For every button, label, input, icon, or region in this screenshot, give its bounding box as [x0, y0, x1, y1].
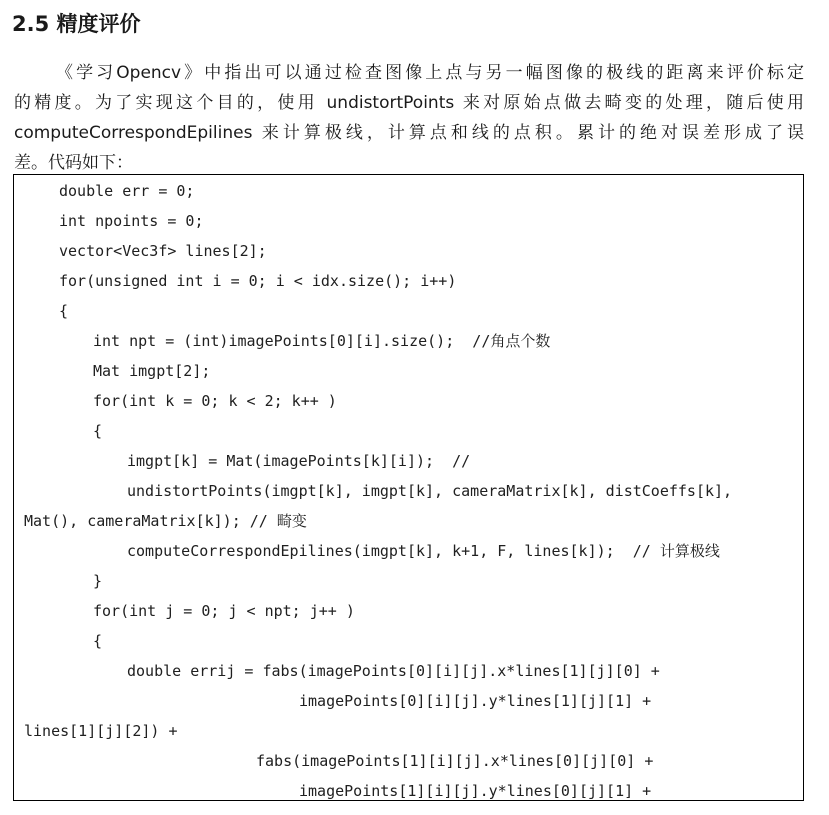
code-line: Mat(), cameraMatrix[k]); // 畸变	[24, 512, 307, 530]
paragraph-line: 差。代码如下：	[14, 153, 133, 173]
code-line: Mat imgpt[2];	[93, 362, 211, 380]
paragraph-line: 《学习Opencv》中指出可以通过检查图像上点与另一幅图像的极线的距离来评价标定	[56, 63, 804, 83]
paragraph-line: 的精度。为了实现这个目的，使用 undistortPoints 来对原始点做去畸变的处理，随后使用	[14, 93, 804, 113]
code-block	[13, 174, 804, 801]
code-line: double err = 0;	[59, 182, 195, 200]
code-line: vector<Vec3f> lines[2];	[59, 242, 267, 260]
paragraph-line: computeCorrespondEpilines 来计算极线，计算点和线的点积。累计的绝对误差形成了误	[14, 123, 804, 143]
code-line: {	[93, 632, 103, 650]
code-line: for(unsigned int i = 0; i < idx.size(); i++)	[59, 272, 457, 290]
code-line: imgpt[k] = Mat(imagePoints[k][i]); //	[127, 452, 471, 470]
code-line: double errij = fabs(imagePoints[0][i][j].x*lines[1][j][0] +	[127, 662, 660, 680]
code-line: undistortPoints(imgpt[k], imgpt[k], cameraMatrix[k], distCoeffs[k],	[127, 482, 733, 500]
section-heading: 2.5 精度评价	[12, 12, 141, 36]
code-line: {	[59, 302, 69, 320]
code-line: fabs(imagePoints[1][i][j].x*lines[0][j][0] +	[256, 752, 654, 770]
code-line: lines[1][j][2]) +	[24, 722, 178, 740]
code-line: int npt = (int)imagePoints[0][i].size(); //角点个数	[93, 332, 551, 350]
code-line: computeCorrespondEpilines(imgpt[k], k+1, F, lines[k]); // 计算极线	[127, 542, 720, 560]
code-line: for(int k = 0; k < 2; k++ )	[93, 392, 337, 410]
code-line: imagePoints[0][i][j].y*lines[1][j][1] +	[299, 692, 652, 710]
code-line: {	[93, 422, 103, 440]
body-paragraph	[14, 58, 804, 178]
code-line: }	[93, 572, 103, 590]
code-line: for(int j = 0; j < npt; j++ )	[93, 602, 355, 620]
code-line: int npoints = 0;	[59, 212, 204, 230]
code-line: imagePoints[1][i][j].y*lines[0][j][1] +	[299, 782, 652, 800]
